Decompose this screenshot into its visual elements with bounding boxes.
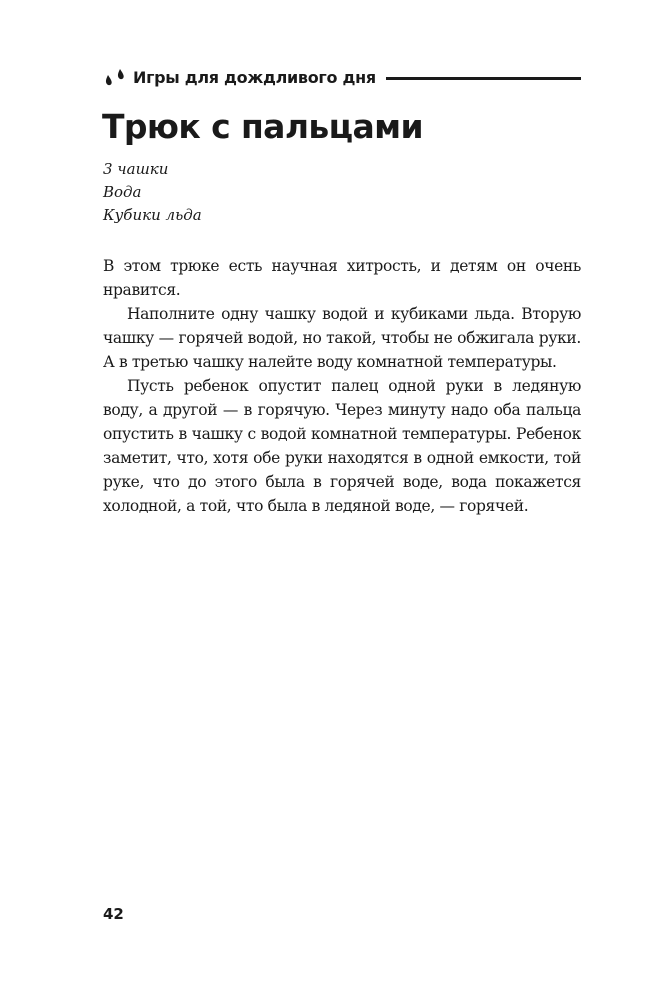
paragraph: Наполните одну чашку водой и кубиками льда. Вторую чашку — горячей водой, но такой, чтобы не обжигала руки. А в третью чашку налейте воду комнатной температуры. [103, 305, 581, 371]
ingredients-list [103, 158, 202, 227]
header-rule [386, 77, 581, 80]
body-text [103, 254, 581, 518]
page-number: 42 [103, 905, 124, 923]
running-header [103, 62, 581, 92]
page-title: Трюк с пальцами [102, 107, 424, 146]
paragraph: В этом трюке есть научная хитрость, и детям он очень нравится. [103, 257, 581, 299]
ingredient-item: Кубики льда [103, 206, 202, 224]
ingredient-item: 3 чашки [103, 160, 169, 178]
ingredient-item: Вода [103, 183, 142, 201]
paragraph: Пусть ребенок опустит палец одной руки в ледяную воду, а другой — в горячую. Через минуту надо оба пальца опустить в чашку с водой комнатной температуры. Ребенок заметит, что, хотя обе руки находятся в одной емкости, той руке, что до этого была в горячей воде, вода покажется холодной, а той, что была в ледяной воде, — горячей. [103, 377, 581, 515]
section-title: Игры для дождливого дня [133, 67, 376, 87]
raindrops-icon [103, 66, 129, 88]
